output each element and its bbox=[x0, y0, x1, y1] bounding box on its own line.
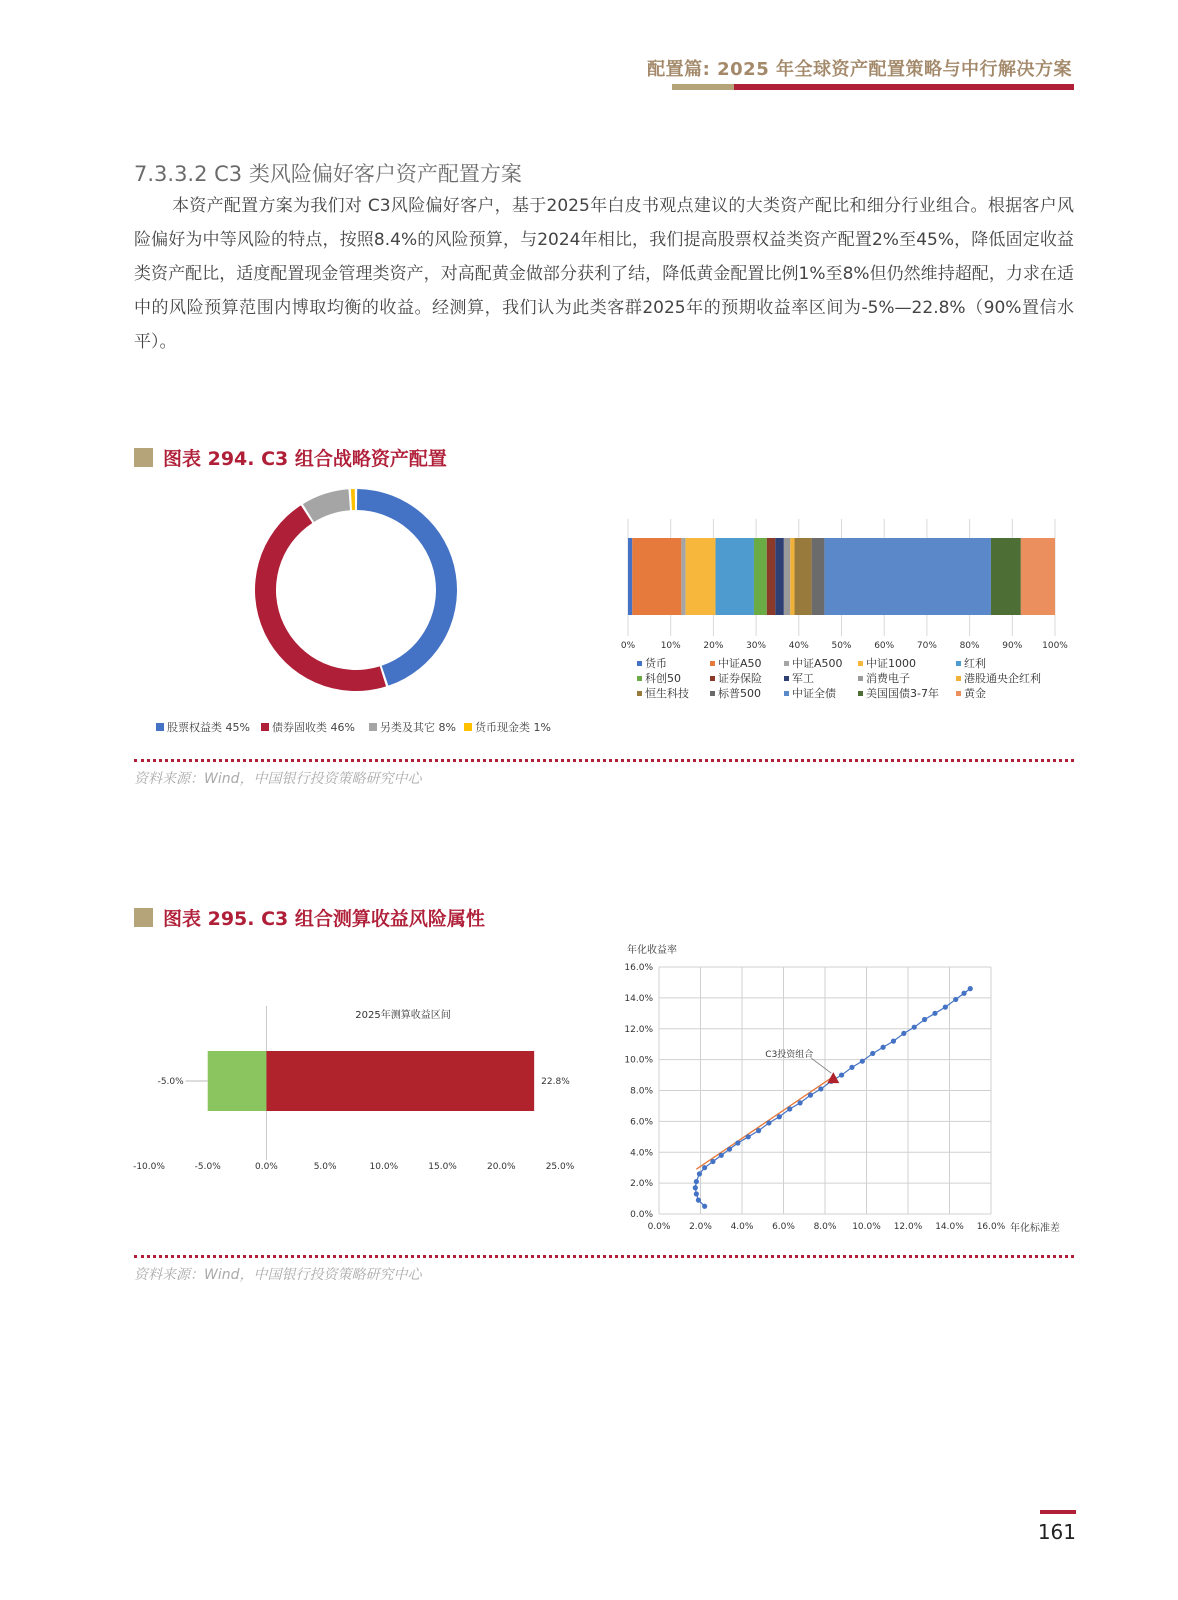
stack-legend-swatch bbox=[637, 676, 642, 681]
range-x-tick: -5.0% bbox=[194, 1162, 221, 1172]
stack-x-tick: 40% bbox=[788, 641, 809, 651]
figure-square-icon bbox=[134, 448, 153, 467]
stack-legend-swatch bbox=[710, 661, 715, 666]
stack-legend-swatch bbox=[956, 691, 961, 696]
stack-legend-label: 军工 bbox=[792, 672, 814, 685]
frontier-point bbox=[961, 991, 966, 996]
stack-x-tick: 70% bbox=[916, 641, 937, 651]
figure-295-heading bbox=[134, 904, 485, 931]
frontier-y-axis-label: 年化收益率 bbox=[627, 945, 677, 956]
header-bar-accent bbox=[672, 84, 734, 90]
donut-legend-label: 股票权益类 45% bbox=[167, 721, 250, 734]
stack-x-tick: 30% bbox=[746, 641, 767, 651]
frontier-chart bbox=[605, 940, 1075, 1238]
frontier-point bbox=[697, 1171, 702, 1176]
stack-legend bbox=[637, 656, 1041, 700]
donut-legend-label: 货币现金类 1% bbox=[475, 721, 551, 734]
stack-segment bbox=[790, 538, 794, 615]
stack-legend-label: 黄金 bbox=[964, 687, 986, 700]
return-range-chart bbox=[130, 1000, 590, 1180]
stack-segment bbox=[775, 538, 784, 615]
donut-legend-label: 另类及其它 8% bbox=[380, 721, 456, 734]
figure-294-heading bbox=[134, 444, 447, 471]
range-data-label: 22.8% bbox=[541, 1077, 570, 1087]
frontier-x-tick: 2.0% bbox=[689, 1222, 712, 1232]
stack-legend-label: 货币 bbox=[645, 657, 667, 670]
frontier-y-tick: 12.0% bbox=[624, 1024, 653, 1035]
donut-slice bbox=[255, 505, 386, 691]
frontier-point bbox=[702, 1204, 707, 1209]
donut-slice bbox=[351, 489, 355, 510]
range-data-label: -5.0% bbox=[157, 1077, 184, 1087]
range-bar-positive bbox=[266, 1051, 534, 1111]
frontier-x-axis-label: 年化标准差 bbox=[1010, 1223, 1060, 1234]
range-x-tick: -10.0% bbox=[133, 1162, 165, 1172]
frontier-point bbox=[696, 1198, 701, 1203]
donut-legend-label: 债券固收类 46% bbox=[272, 721, 355, 734]
stack-segments bbox=[628, 538, 1055, 615]
stack-segment bbox=[824, 538, 991, 615]
stack-x-tick: 20% bbox=[703, 641, 724, 651]
frontier-point bbox=[912, 1025, 917, 1030]
stack-legend-swatch bbox=[784, 676, 789, 681]
frontier-point bbox=[719, 1153, 724, 1158]
stack-legend-swatch bbox=[710, 676, 715, 681]
page-number-bar bbox=[1040, 1510, 1076, 1514]
stack-legend-swatch bbox=[858, 661, 863, 666]
stack-legend-swatch bbox=[784, 661, 789, 666]
stack-legend-label: 科创50 bbox=[645, 672, 681, 685]
frontier-x-tick: 8.0% bbox=[813, 1222, 837, 1232]
stack-legend-swatch bbox=[858, 676, 863, 681]
frontier-point bbox=[808, 1093, 813, 1098]
frontier-point bbox=[932, 1011, 937, 1016]
donut-legend-swatch bbox=[369, 723, 377, 731]
donut-legend-swatch bbox=[464, 723, 472, 731]
figure-295-source: 资料来源：Wind，中国银行投资策略研究中心 bbox=[134, 1267, 422, 1283]
stack-segment bbox=[681, 538, 685, 615]
stack-legend-swatch bbox=[637, 661, 642, 666]
frontier-point bbox=[710, 1159, 715, 1164]
frontier-point bbox=[968, 986, 973, 991]
frontier-point bbox=[860, 1059, 865, 1064]
frontier-series bbox=[693, 986, 973, 1209]
range-x-tick: 15.0% bbox=[428, 1162, 457, 1172]
stack-x-tick: 0% bbox=[620, 641, 636, 651]
stack-legend-swatch bbox=[637, 691, 642, 696]
range-bar-negative bbox=[208, 1051, 267, 1111]
frontier-ticks bbox=[624, 963, 1005, 1232]
body-paragraph: 本资产配置方案为我们对 C3风险偏好客户，基于2025年白皮书观点建议的大类资产配比和细分行业组合。根据客户风险偏好为中等风险的特点，按照8.4%的风险预算，与2024年相比，我们提高股票权益类资产配置2%至45%，降低固定收益类资产配比，适度配置现金管理类资产，对高配黄金做部分获利了结，降低黄金配置比例1%至8%但仍然维持超配，力求在适中的风险预算范围内博取均衡的收益。经测算，我们认为此类客群2025年的预期收益率区间为-5%—22.8%（90%置信水平）。 bbox=[134, 196, 1074, 352]
donut-slice bbox=[357, 489, 457, 686]
stack-x-tick: 50% bbox=[831, 641, 852, 651]
stack-legend-label: 中证1000 bbox=[866, 657, 916, 670]
stack-legend-label: 港股通央企红利 bbox=[964, 672, 1041, 685]
page-number: 161 bbox=[1037, 1520, 1076, 1544]
figure-295-title: 图表 295. C3 组合测算收益风险属性 bbox=[163, 908, 485, 930]
frontier-point bbox=[756, 1128, 761, 1133]
stack-legend-label: 消费电子 bbox=[866, 672, 910, 685]
stack-x-tick: 60% bbox=[874, 641, 895, 651]
portfolio-leader-line bbox=[811, 1058, 831, 1073]
donut-slice bbox=[303, 489, 350, 522]
stack-segment bbox=[716, 538, 754, 615]
frontier-point bbox=[881, 1045, 886, 1050]
donut-legend-swatch bbox=[156, 723, 164, 731]
frontier-point bbox=[777, 1114, 782, 1119]
donut-legend bbox=[156, 720, 551, 734]
range-chart-title: 2025年测算收益区间 bbox=[355, 1010, 451, 1021]
frontier-y-tick: 14.0% bbox=[624, 993, 653, 1004]
stack-x-tick: 10% bbox=[660, 641, 681, 651]
stack-legend-label: 美国国债3-7年 bbox=[866, 687, 939, 700]
frontier-point bbox=[953, 997, 958, 1002]
portfolio-label: C3投资组合 bbox=[765, 1050, 814, 1061]
frontier-y-tick: 4.0% bbox=[630, 1148, 653, 1159]
donut-chart bbox=[134, 478, 574, 740]
stack-segment bbox=[1021, 538, 1055, 615]
stack-segment bbox=[632, 538, 681, 615]
frontier-point bbox=[694, 1191, 699, 1196]
stack-segment bbox=[795, 538, 812, 615]
figure-square-icon bbox=[134, 908, 153, 927]
range-bars bbox=[158, 1006, 571, 1160]
frontier-point bbox=[891, 1039, 896, 1044]
frontier-point bbox=[766, 1120, 771, 1125]
frontier-gridlines bbox=[659, 967, 991, 1214]
stack-segment bbox=[686, 538, 716, 615]
range-x-tick: 20.0% bbox=[486, 1162, 516, 1172]
stack-x-ticks bbox=[621, 641, 1068, 651]
stack-segment bbox=[784, 538, 790, 615]
range-x-tick: 10.0% bbox=[369, 1162, 399, 1172]
frontier-x-tick: 4.0% bbox=[730, 1222, 754, 1232]
stack-segment bbox=[991, 538, 1021, 615]
frontier-x-tick: 16.0% bbox=[976, 1222, 1006, 1232]
stack-legend-label: 中证A50 bbox=[718, 657, 762, 670]
figure-294-source: 资料来源：Wind，中国银行投资策略研究中心 bbox=[134, 771, 422, 787]
divider-295 bbox=[134, 1255, 1074, 1258]
stack-legend-swatch bbox=[784, 691, 789, 696]
stack-segment bbox=[754, 538, 767, 615]
frontier-point bbox=[693, 1185, 698, 1190]
stack-x-tick: 90% bbox=[1002, 641, 1023, 651]
frontier-x-tick: 0.0% bbox=[647, 1222, 671, 1232]
frontier-point bbox=[943, 1005, 948, 1010]
range-x-tick: 5.0% bbox=[313, 1162, 337, 1172]
stack-segment bbox=[767, 538, 776, 615]
stack-legend-label: 红利 bbox=[964, 657, 986, 670]
section-title: 7.3.3.2 C3 类风险偏好客户资产配置方案 bbox=[134, 162, 522, 186]
frontier-point bbox=[922, 1017, 927, 1022]
frontier-point bbox=[735, 1140, 740, 1145]
stack-legend-swatch bbox=[956, 676, 961, 681]
stack-legend-label: 中证全债 bbox=[792, 687, 836, 700]
figure-294-title: 图表 294. C3 组合战略资产配置 bbox=[163, 448, 447, 470]
range-x-ticks bbox=[133, 1162, 575, 1172]
frontier-point bbox=[702, 1165, 707, 1170]
stack-legend-swatch bbox=[710, 691, 715, 696]
stack-legend-label: 证券保险 bbox=[718, 672, 762, 685]
header-title: 配置篇: 2025 年全球资产配置策略与中行解决方案 bbox=[647, 59, 1072, 80]
frontier-y-tick: 10.0% bbox=[624, 1055, 653, 1066]
stack-segment bbox=[812, 538, 825, 615]
range-x-tick: 0.0% bbox=[254, 1162, 278, 1172]
stack-legend-label: 标普500 bbox=[718, 687, 761, 700]
frontier-y-tick: 0.0% bbox=[630, 1210, 653, 1220]
frontier-x-tick: 6.0% bbox=[772, 1222, 795, 1232]
frontier-y-tick: 8.0% bbox=[630, 1086, 653, 1097]
frontier-x-tick: 10.0% bbox=[852, 1222, 881, 1232]
divider-294 bbox=[134, 759, 1074, 762]
frontier-curve bbox=[695, 989, 970, 1207]
frontier-y-tick: 16.0% bbox=[624, 963, 653, 973]
frontier-point bbox=[839, 1072, 844, 1077]
stack-legend-swatch bbox=[858, 691, 863, 696]
donut-legend-swatch bbox=[261, 723, 269, 731]
frontier-y-tick: 6.0% bbox=[630, 1117, 653, 1128]
frontier-point bbox=[901, 1031, 906, 1036]
frontier-point bbox=[849, 1065, 854, 1070]
stack-x-tick: 80% bbox=[959, 641, 980, 651]
stack-legend-swatch bbox=[956, 661, 961, 666]
range-x-tick: 25.0% bbox=[545, 1162, 575, 1172]
stack-legend-label: 中证A500 bbox=[792, 657, 843, 670]
donut-slices bbox=[255, 489, 457, 691]
stacked-bar-chart bbox=[600, 505, 1078, 713]
frontier-point bbox=[727, 1147, 732, 1152]
frontier-point bbox=[798, 1100, 803, 1105]
stack-segment bbox=[628, 538, 632, 615]
stack-legend-label: 恒生科技 bbox=[645, 687, 689, 700]
frontier-point bbox=[746, 1134, 751, 1139]
frontier-point bbox=[818, 1086, 823, 1091]
frontier-x-tick: 14.0% bbox=[935, 1222, 964, 1232]
frontier-y-tick: 2.0% bbox=[630, 1179, 653, 1190]
frontier-point bbox=[870, 1051, 875, 1056]
frontier-x-tick: 12.0% bbox=[893, 1222, 923, 1232]
stack-x-tick: 100% bbox=[1042, 641, 1068, 651]
frontier-point bbox=[694, 1179, 699, 1184]
frontier-point bbox=[787, 1106, 792, 1111]
